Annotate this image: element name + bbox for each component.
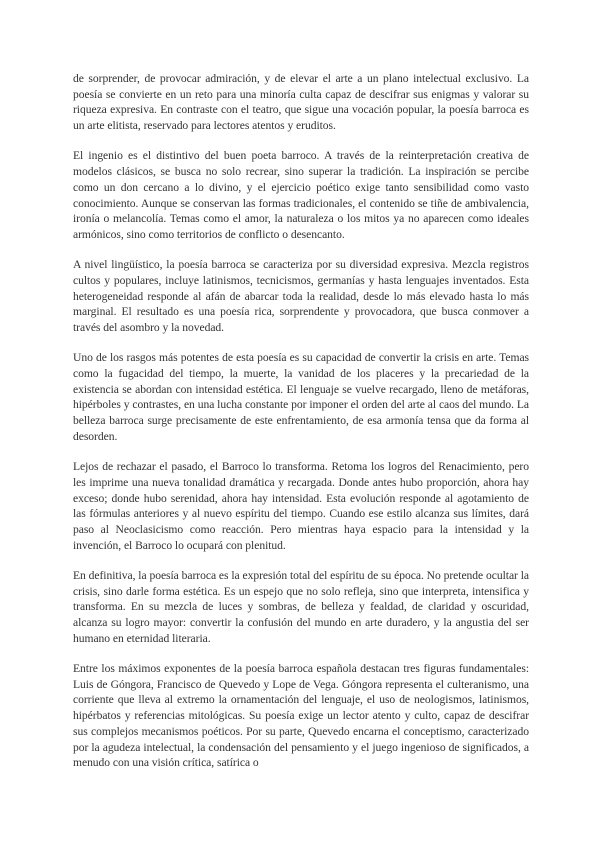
paragraph-1: de sorprender, de provocar admiración, y de elevar el arte a un plano intelectual exclusivo. La poesía se convierte en un reto para una minoría culta capaz de descifrar sus enigmas y valorar su riqueza expresiva. En contraste con el teatro, que sigue una vocación popular, la poesía barroca es un arte elitista, reservado para lectores atentos y eruditos. bbox=[73, 72, 529, 133]
paragraph-7: Entre los máximos exponentes de la poesía barroca española destacan tres figuras fundamentales: Luis de Góngora, Francisco de Quevedo y Lope de Vega. Góngora representa el culteranismo, una corriente que lleva al extremo la ornamentación del lenguaje, el uso de neologismos, latinismos, hipérbatos y referencias mitológicas. Su poesía exige un lector atento y culto, capaz de descifrar sus complejos mecanismos poéticos. Por su parte, Quevedo encarna el conceptismo, caracterizado por la agudeza intelectual, la condensación del pensamiento y el juego ingenioso de significados, a menudo con una visión crítica, satírica o bbox=[73, 662, 529, 770]
paragraph-6: En definitiva, la poesía barroca es la expresión total del espíritu de su época. No pretende ocultar la crisis, sino darle forma estética. Es un espejo que no solo refleja, sino que interpreta, intensifica y transforma. En su mezcla de luces y sombras, de belleza y fealdad, de claridad y oscuridad, alcanza su logro mayor: convertir la confusión del mundo en arte duradero, y la angustia del ser humano en eternidad literaria. bbox=[73, 568, 529, 645]
paragraph-4: Uno de los rasgos más potentes de esta poesía es su capacidad de convertir la crisis en arte. Temas como la fugacidad del tiempo, la muerte, la vanidad de los placeres y la precariedad de la existencia se abordan con intensidad estética. El lenguaje se vuelve recargado, lleno de metáforas, hipérboles y contrastes, en una lucha constante por imponer el orden del arte al caos del mundo. La belleza barroca surge precisamente de este enfrentamiento, de esa armonía tensa que da forma al desorden. bbox=[73, 351, 529, 443]
paragraph-5: Lejos de rechazar el pasado, el Barroco lo transforma. Retoma los logros del Renacimiento, pero les imprime una nueva tonalidad dramática y recargada. Donde antes hubo proporción, ahora hay exceso; donde hubo serenidad, ahora hay intensidad. Esta evolución responde al agotamiento de las fórmulas anteriores y al nuevo espíritu del tiempo. Cuando ese estilo alcanza sus límites, dará paso al Neoclasicismo como reacción. Pero mientras haya espacio para la intensidad y la invención, el Barroco lo ocupará con plenitud. bbox=[73, 460, 529, 552]
paragraph-2: El ingenio es el distintivo del buen poeta barroco. A través de la reinterpretación creativa de modelos clásicos, se busca no solo recrear, sino superar la tradición. La inspiración se percibe como un don cercano a lo divino, y el ejercicio poético exige tanto sensibilidad como vasto conocimiento. Aunque se conservan las formas tradicionales, el contenido se tiñe de ambivalencia, ironía o melancolía. Temas como el amor, la naturaleza o los mitos ya no aparecen como ideales armónicos, sino como territorios de conflicto o desencanto. bbox=[73, 149, 529, 241]
paragraph-3: A nivel lingüístico, la poesía barroca se caracteriza por su diversidad expresiva. Mezcla registros cultos y populares, incluye latinismos, tecnicismos, germanías y hasta lenguajes inventados. Esta heterogeneidad responde al afán de abarcar toda la realidad, desde lo más elevado hasta lo más marginal. El resultado es una poesía rica, sorprendente y provocadora, que busca conmover a través del asombro y la novedad. bbox=[73, 258, 529, 335]
document-page bbox=[73, 71, 529, 771]
